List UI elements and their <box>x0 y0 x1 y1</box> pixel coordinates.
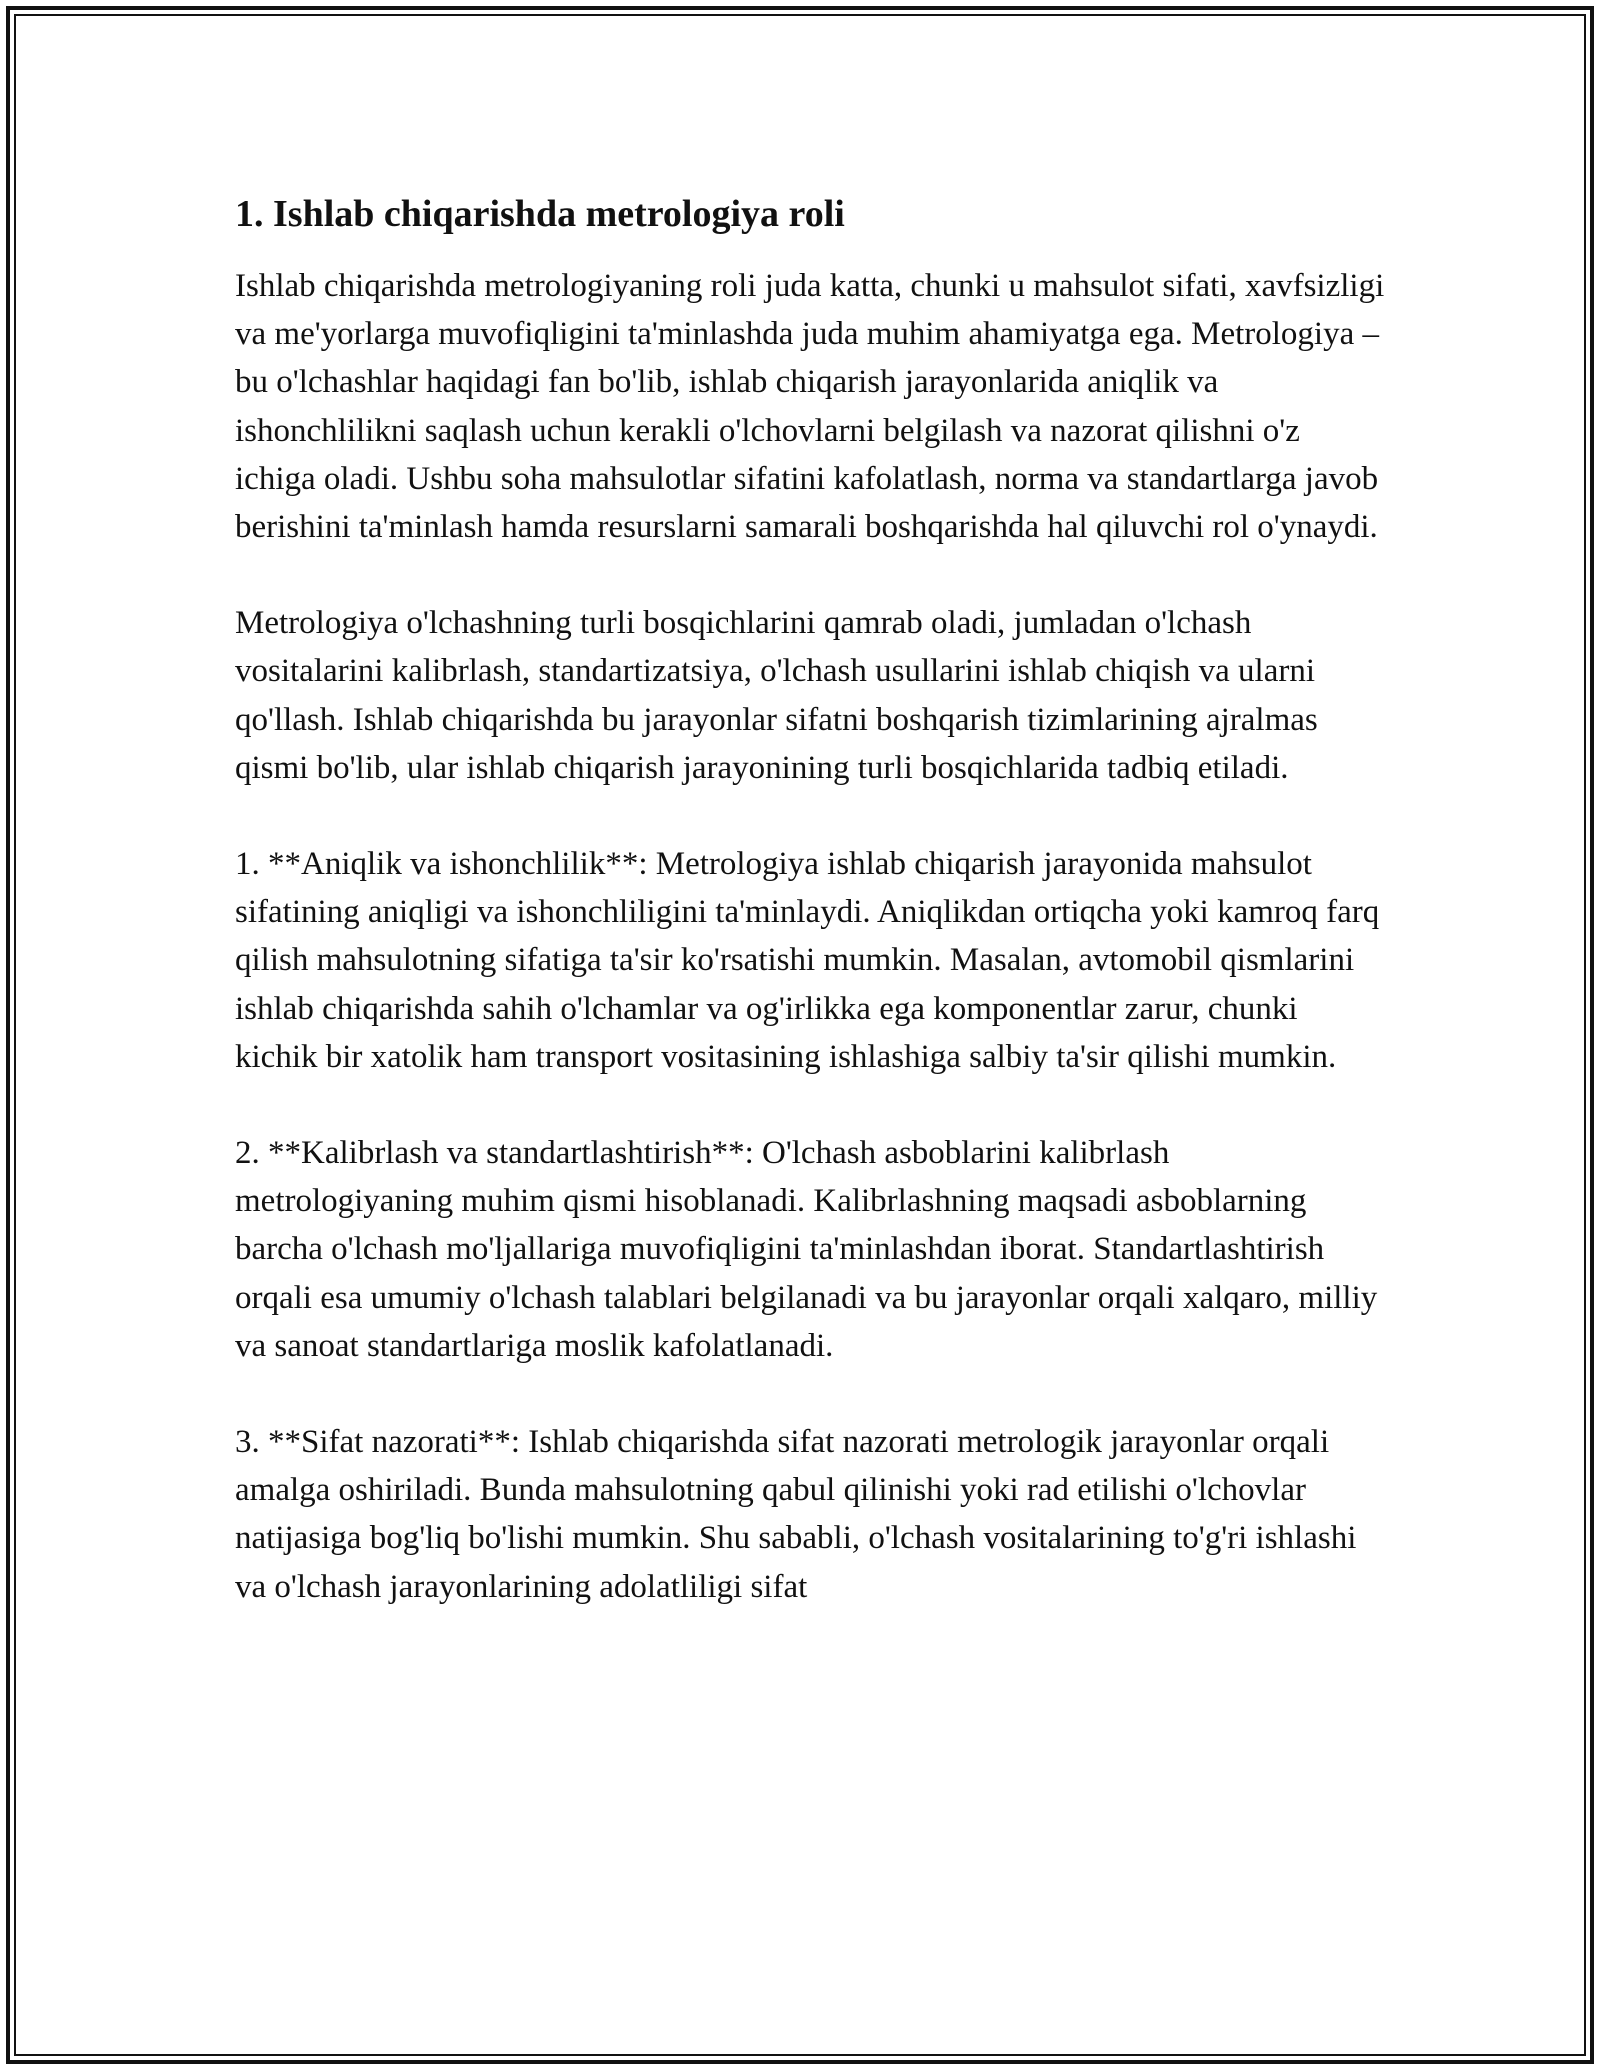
paragraph-scope: Metrologiya o'lchashning turli bosqichlarini qamrab oladi, jumladan o'lchash vositalarini kalibrlash, standartizatsiya, o'lchash usullarini ishlab chiqish va ularni qo'llash. Ishlab chiqarishda bu jarayonlar sifatni boshqarish tizimlarining ajralmas qismi bo'lib, ular ishlab chiqarish jarayonining turli bosqichlarida tadbiq etiladi. <box>235 605 1318 786</box>
paragraph-quality-control: 3. **Sifat nazorati**: Ishlab chiqarishda sifat nazorati metrologik jarayonlar orqali amalga oshiriladi. Bunda mahsulotning qabul qilinishi yoki rad etilishi o'lchovlar natijasiga bog'liq bo'lishi mumkin. Shu sababli, o'lchash vositalarining to'g'ri ishlashi va o'lchash jarayonlarining adolatliligi sifat <box>235 1424 1357 1605</box>
paragraph-calibration: 2. **Kalibrlash va standartlashtirish**: O'lchash asboblarini kalibrlash metrologiyaning muhim qismi hisoblanadi. Kalibrlashning maqsadi asboblarning barcha o'lchash mo'ljallariga muvofiqligini ta'minlashdan iborat. Standartlashtirish orqali esa umumiy o'lchash talablari belgilanadi va bu jarayonlar orqali xalqaro, milliy va sanoat standartlariga moslik kafolatlanadi. <box>235 1135 1378 1364</box>
document-body <box>235 186 1385 1611</box>
paragraph-accuracy: 1. **Aniqlik va ishonchlilik**: Metrologiya ishlab chiqarish jarayonida mahsulot sifatining aniqligi va ishonchliligini ta'minlaydi. Aniqlikdan ortiqcha yoki kamroq farq qilish mahsulotning sifatiga ta'sir ko'rsatishi mumkin. Masalan, avtomobil qismlarini ishlab chiqarishda sahih o'lchamlar va og'irlikka ega komponentlar zarur, chunki kichik bir xatolik ham transport vositasining ishlashiga salbiy ta'sir qilishi mumkin. <box>235 846 1380 1075</box>
section-heading: 1. Ishlab chiqarishda metrologiya roli <box>235 193 845 235</box>
paragraph-intro: Ishlab chiqarishda metrologiyaning roli juda katta, chunki u mahsulot sifati, xavfsizligi va me'yorlarga muvofiqligini ta'minlashda juda muhim ahamiyatga ega. Metrologiya – bu o'lchashlar haqidagi fan bo'lib, ishlab chiqarish jarayonlarida aniqlik va ishonchlilikni saqlash uchun kerakli o'lchovlarni belgilash va nazorat qilishni o'z ichiga oladi. Ushbu soha mahsulotlar sifatini kafolatlash, norma va standartlarga javob berishini ta'minlash hamda resurslarni samarali boshqarishda hal qiluvchi rol o'ynaydi. <box>235 268 1385 546</box>
